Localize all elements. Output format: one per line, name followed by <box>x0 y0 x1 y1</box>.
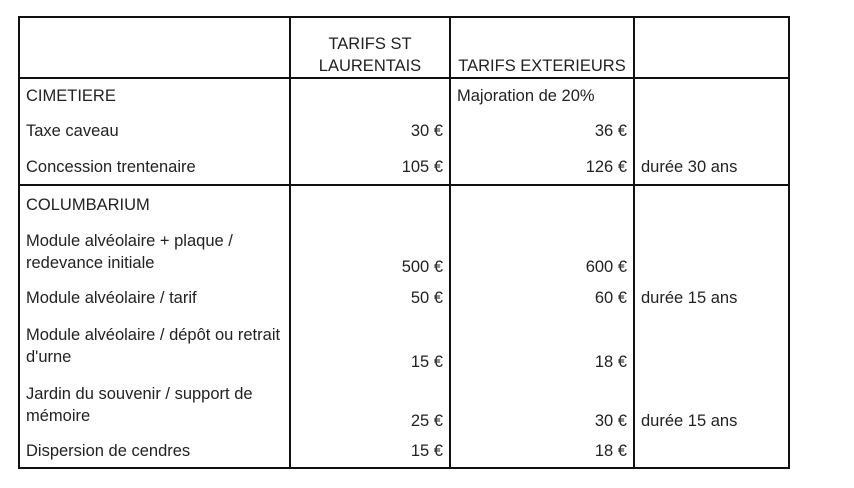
table-row <box>19 113 789 149</box>
price-st: 25 € <box>290 375 450 434</box>
table-cell <box>634 78 789 113</box>
section-row-cimetiere <box>19 78 789 113</box>
majoration-note: Majoration de 20% <box>450 78 634 113</box>
row-note: durée 30 ans <box>634 149 789 185</box>
row-label: Jardin du souvenir / support de mémoire <box>26 384 253 425</box>
header-note-cell <box>634 17 789 78</box>
price-st: 30 € <box>290 113 450 149</box>
table-cell <box>290 78 450 113</box>
table-row <box>19 316 789 375</box>
price-ext: 600 € <box>450 223 634 280</box>
row-note <box>634 434 789 468</box>
price-ext: 18 € <box>450 434 634 468</box>
header-label-cell <box>19 17 290 78</box>
tarifs-table <box>18 16 790 469</box>
row-note: durée 15 ans <box>634 375 789 434</box>
row-note <box>634 113 789 149</box>
header-tarifs-exterieurs: TARIFS EXTERIEURS <box>450 17 634 78</box>
price-st: 105 € <box>290 149 450 185</box>
row-note: durée 15 ans <box>634 280 789 316</box>
row-note <box>634 223 789 280</box>
price-ext: 30 € <box>450 375 634 434</box>
row-label: Concession trentenaire <box>26 157 196 176</box>
table-row <box>19 434 789 468</box>
table-row <box>19 375 789 434</box>
section-title: COLUMBARIUM <box>19 185 290 223</box>
price-st: 50 € <box>290 280 450 316</box>
row-label: Module alvéolaire / tarif <box>26 289 197 307</box>
price-st: 15 € <box>290 434 450 468</box>
section-row-columbarium <box>19 185 789 223</box>
price-ext: 60 € <box>450 280 634 316</box>
row-label: Module alvéolaire / dépôt ou retrait d'urne <box>26 325 281 366</box>
price-st: 500 € <box>290 223 450 280</box>
header-tarifs-st-laurentais: TARIFS ST LAURENTAIS <box>290 17 450 78</box>
table-header-row <box>19 17 789 78</box>
table-cell <box>450 185 634 223</box>
table-row <box>19 223 789 280</box>
table-row <box>19 149 789 185</box>
price-ext: 18 € <box>450 316 634 375</box>
price-ext: 36 € <box>450 113 634 149</box>
table-cell <box>290 185 450 223</box>
row-label: Taxe caveau <box>26 122 119 140</box>
price-ext: 126 € <box>450 149 634 185</box>
table-cell <box>634 185 789 223</box>
table-row <box>19 280 789 316</box>
row-label: Module alvéolaire + plaque / redevance initiale <box>26 231 233 272</box>
row-note <box>634 316 789 375</box>
price-st: 15 € <box>290 316 450 375</box>
row-label: Dispersion de cendres <box>26 441 191 460</box>
section-title: CIMETIERE <box>26 87 116 105</box>
